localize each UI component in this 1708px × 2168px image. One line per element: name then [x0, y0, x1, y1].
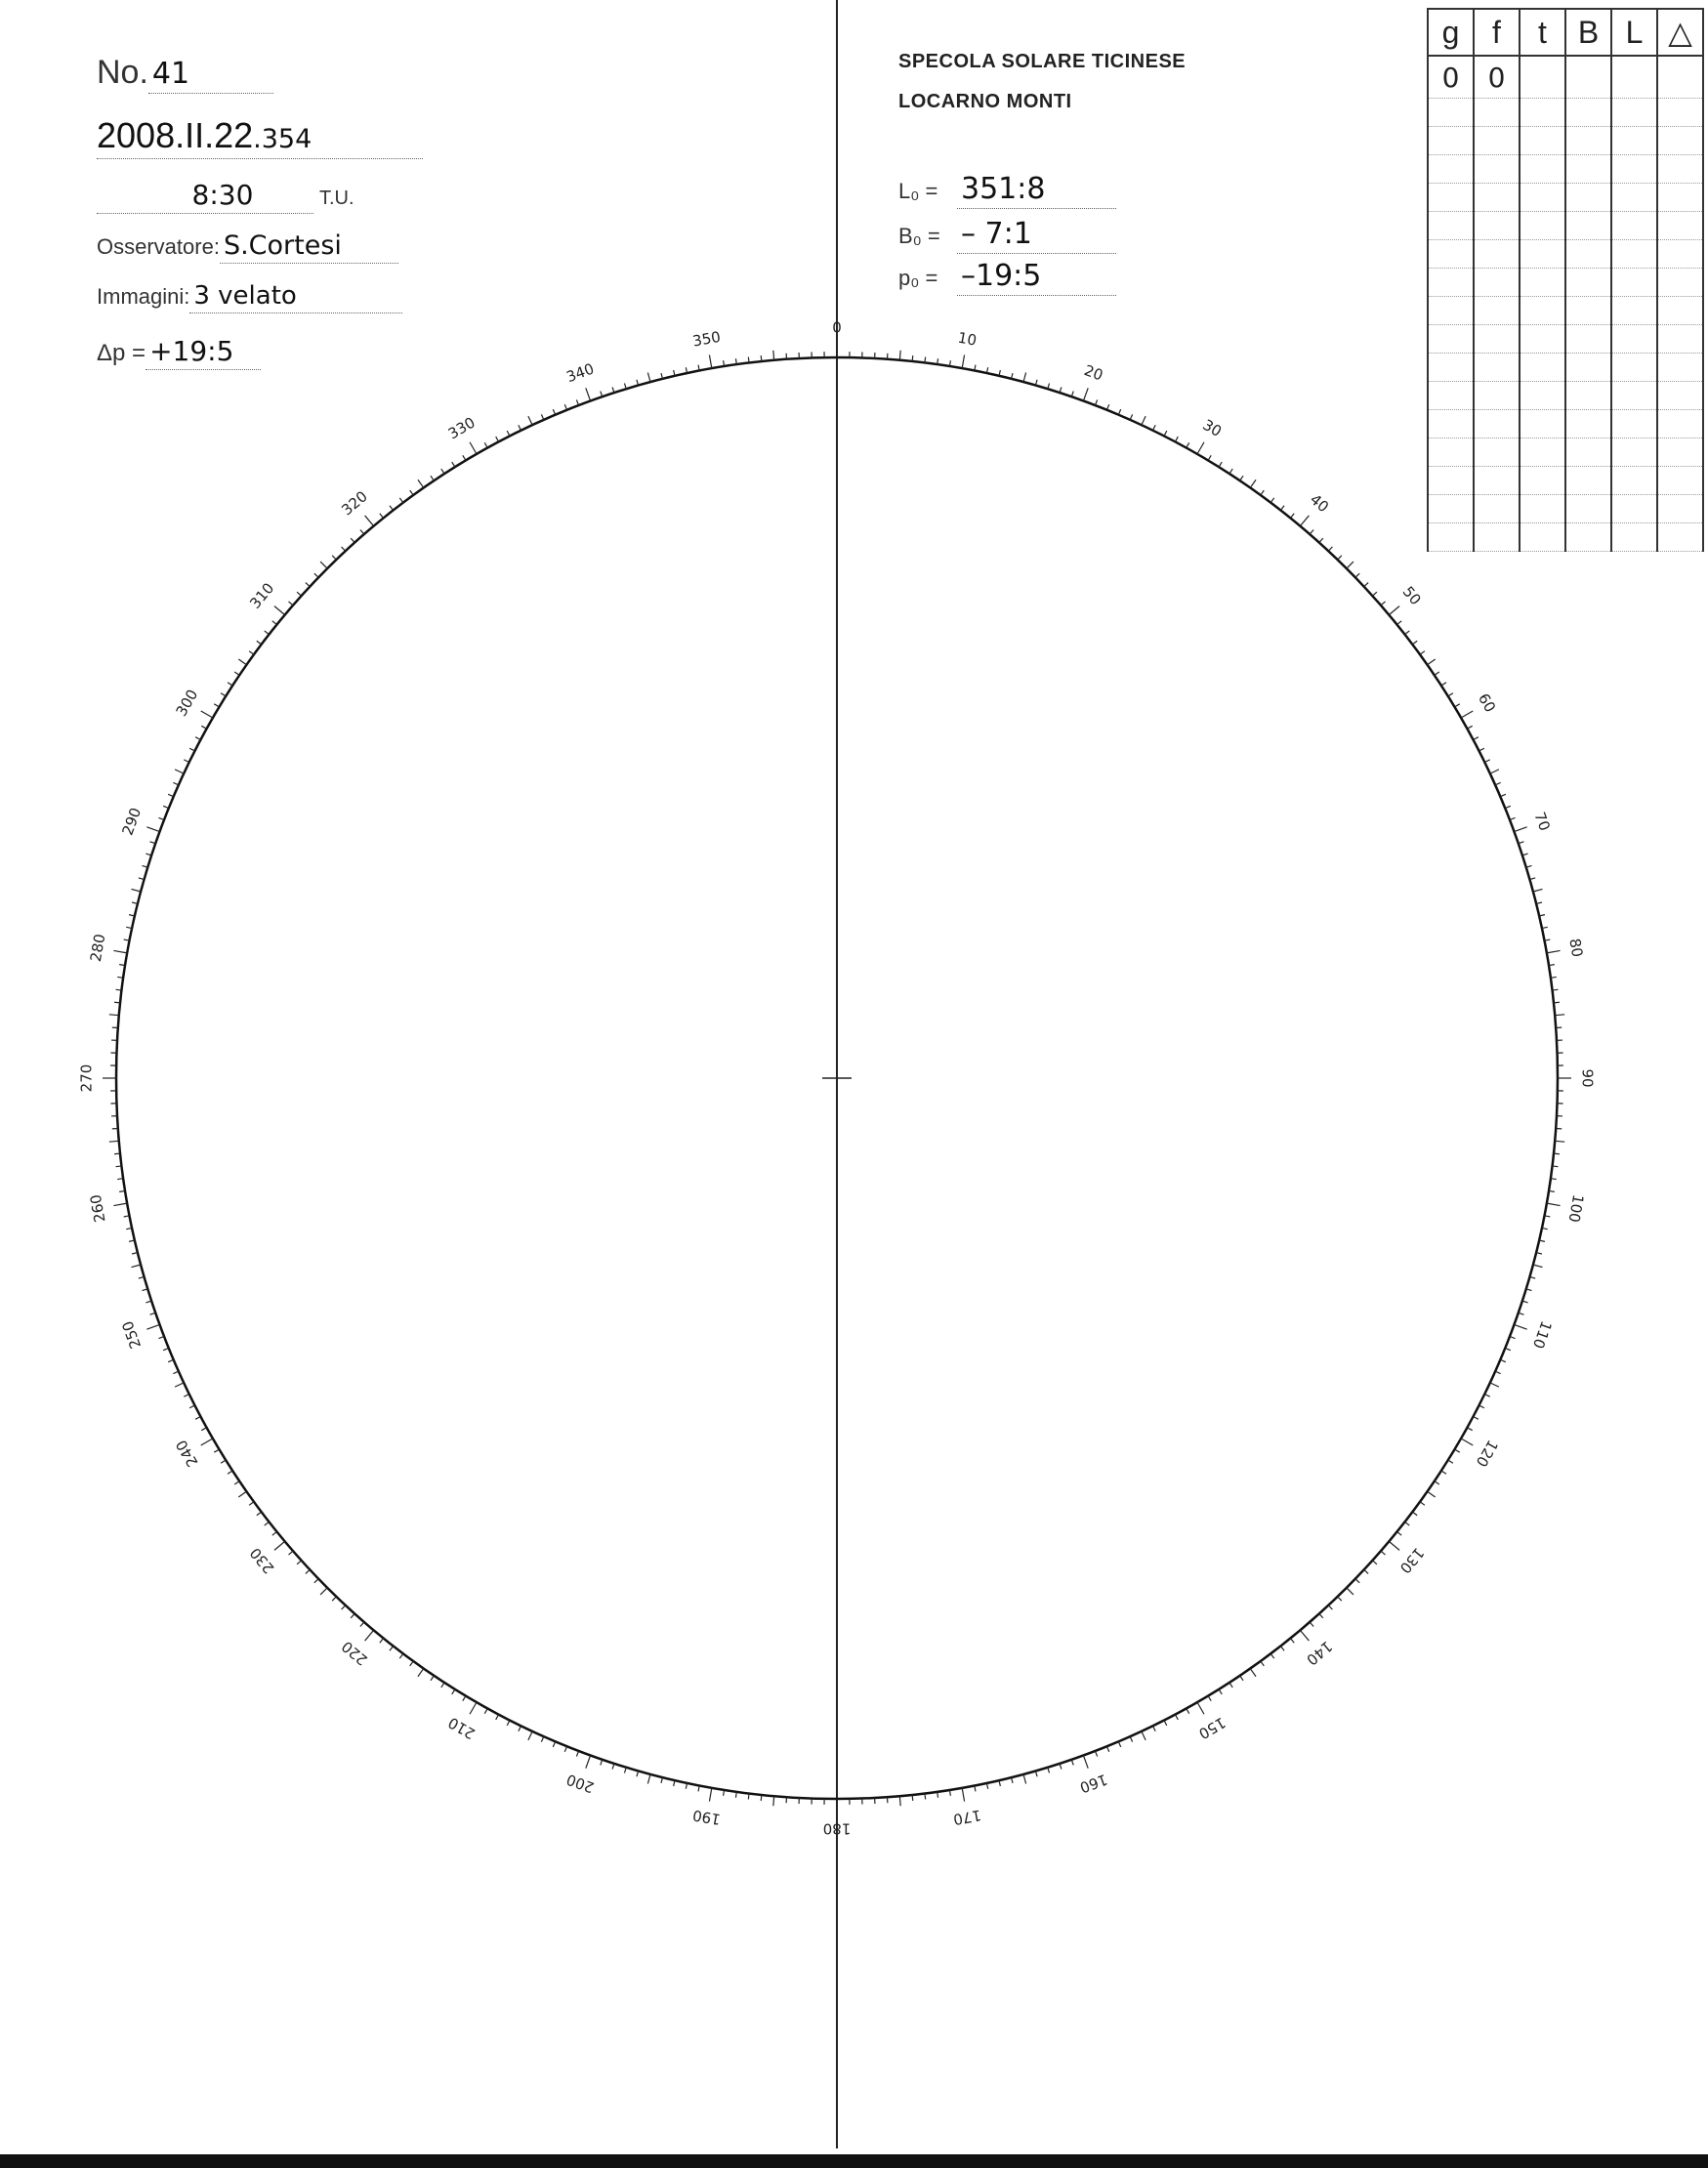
tick-label: 280 [86, 932, 109, 964]
tick-mark [410, 1661, 414, 1666]
tick-mark [1197, 1702, 1204, 1714]
tick-mark [1474, 1416, 1479, 1419]
tick-mark [1240, 476, 1243, 480]
tick-mark [1448, 1460, 1453, 1463]
tick-mark [249, 1502, 254, 1506]
tick-mark [297, 592, 301, 596]
tick-mark [748, 1793, 749, 1799]
tick-mark [507, 1721, 510, 1726]
tick-mark [1319, 1613, 1323, 1617]
tick-mark [912, 355, 913, 361]
tick-mark [1261, 490, 1265, 495]
tick-mark [1048, 1768, 1050, 1773]
tick-mark [1381, 1551, 1386, 1555]
tick-mark [1435, 672, 1439, 675]
tick-mark [1533, 1265, 1543, 1268]
tick-mark [221, 693, 226, 696]
tick-mark [195, 737, 200, 740]
tick-label: 90 [1578, 1068, 1597, 1088]
observer-value: S.Cortesi [220, 230, 398, 264]
tick-mark [1412, 1512, 1417, 1516]
organization-name: SPECOLA SOLARE TICINESE [898, 51, 1187, 72]
tick-mark [399, 1653, 403, 1658]
tick-label: 330 [444, 413, 479, 443]
tick-mark [484, 442, 487, 447]
tick-mark [195, 1416, 200, 1419]
tick-mark [249, 651, 254, 655]
tick-mark [496, 1715, 499, 1720]
tick-label: 350 [690, 327, 723, 351]
tick-label: 190 [690, 1806, 723, 1829]
tick-mark [709, 1788, 711, 1802]
tick-mark [647, 372, 650, 382]
tick-mark [1420, 1502, 1425, 1506]
tick-mark [234, 1481, 239, 1484]
tick-mark [1552, 989, 1558, 990]
tick-mark [314, 1579, 318, 1583]
observation-time-value: 8:30 [97, 179, 313, 214]
tick-mark [899, 351, 900, 360]
tick-mark [306, 583, 310, 587]
tick-mark [201, 711, 213, 718]
tick-mark [1164, 1721, 1167, 1726]
tick-mark [399, 498, 403, 503]
tick-mark [272, 621, 277, 625]
tick-mark [332, 1597, 336, 1601]
tick-label: 40 [1306, 490, 1333, 517]
tick-mark [709, 354, 711, 368]
tick-mark [1300, 1630, 1309, 1641]
tick-label: 100 [1564, 1192, 1588, 1225]
observation-number-label: No. [97, 54, 148, 91]
tick-mark [234, 672, 239, 675]
tick-mark [761, 1795, 762, 1801]
tick-label: 120 [1472, 1437, 1502, 1471]
tick-mark [189, 1405, 194, 1408]
tick-mark [528, 1731, 532, 1740]
tick-mark [1142, 416, 1146, 425]
tick-mark [1420, 651, 1425, 655]
tally-header-f: f [1474, 9, 1520, 56]
tick-mark [114, 1153, 120, 1154]
tick-mark [1397, 621, 1402, 625]
tick-mark [1023, 372, 1026, 382]
tick-mark [937, 358, 938, 364]
tick-mark [1555, 1141, 1564, 1142]
tick-mark [257, 641, 262, 645]
tick-mark [441, 1683, 444, 1688]
tick-mark [1467, 726, 1472, 729]
tick-mark [1514, 1324, 1526, 1329]
tick-mark [624, 384, 626, 390]
tick-label: 340 [563, 359, 597, 387]
tick-mark [748, 357, 749, 363]
tick-mark [265, 1522, 270, 1525]
tick-mark [925, 1793, 926, 1799]
tick-mark [1083, 1755, 1088, 1768]
tick-mark [257, 1512, 262, 1516]
tick-mark [143, 1289, 148, 1291]
tick-mark [380, 514, 384, 519]
tick-mark [360, 529, 364, 534]
tick-label: 250 [118, 1318, 146, 1352]
tick-mark [1551, 977, 1557, 978]
tick-mark [1526, 865, 1532, 867]
tick-mark [1461, 711, 1473, 718]
tick-label: 30 [1199, 415, 1226, 441]
tick-mark [1261, 1661, 1265, 1666]
tick-mark [1467, 1428, 1472, 1431]
tick-label: 140 [1303, 1637, 1336, 1669]
tick-mark [1455, 1449, 1460, 1452]
tick-mark [1441, 683, 1446, 686]
tick-mark [410, 490, 414, 495]
tick-mark [1474, 737, 1479, 740]
tick-mark [175, 770, 184, 773]
delta-p-value: +19:5 [146, 335, 261, 370]
tick-mark [1250, 479, 1256, 487]
tick-mark [463, 455, 466, 460]
tick-mark [114, 1002, 120, 1003]
organization-location: LOCARNO MONTI [898, 91, 1072, 112]
tick-mark [306, 1569, 310, 1573]
tick-mark [1484, 1395, 1489, 1397]
tick-mark [320, 562, 327, 568]
tick-mark [1405, 631, 1410, 635]
tally-header-L: L [1611, 9, 1657, 56]
tick-label: 170 [951, 1806, 983, 1829]
tick-label: 320 [338, 487, 371, 520]
tick-mark [131, 889, 141, 892]
tick-mark [109, 1141, 119, 1142]
tick-mark [113, 1203, 127, 1205]
tick-mark [1023, 1774, 1026, 1784]
tick-mark [351, 538, 354, 542]
tick-mark [109, 1015, 119, 1016]
tick-label: 220 [338, 1637, 371, 1669]
tick-label: 110 [1528, 1318, 1556, 1352]
tick-mark [1310, 529, 1313, 534]
tick-mark [773, 351, 774, 360]
tick-mark [452, 1689, 455, 1694]
tick-mark [1554, 1002, 1560, 1003]
tick-mark [1280, 506, 1284, 511]
tick-mark [390, 1647, 394, 1651]
tick-mark [184, 1395, 188, 1397]
tick-mark [1271, 1653, 1274, 1658]
tally-header-delta: △ [1657, 9, 1703, 56]
tick-mark [238, 1491, 246, 1497]
tick-mark [484, 1708, 487, 1713]
tick-mark [452, 462, 455, 467]
tick-mark [1164, 431, 1167, 436]
tick-mark [1389, 606, 1399, 615]
tick-mark [288, 1551, 293, 1555]
tick-label: 230 [246, 1544, 278, 1577]
tick-mark [228, 1471, 232, 1474]
tick-label: 200 [563, 1770, 597, 1797]
tick-mark [1280, 1647, 1284, 1651]
tick-mark [507, 431, 510, 436]
tick-mark [1250, 1669, 1256, 1677]
tick-mark [470, 1702, 477, 1714]
tick-label: 270 [77, 1063, 96, 1093]
tick-mark [221, 1460, 226, 1463]
tick-label: 60 [1474, 689, 1500, 716]
observation-date-value: 2008.II.22 [97, 115, 254, 155]
tick-mark [1175, 437, 1178, 441]
tick-mark [274, 606, 285, 615]
tick-label: 240 [172, 1437, 202, 1471]
tick-mark [201, 1438, 213, 1445]
tick-mark [1448, 693, 1453, 696]
tick-label: 20 [1081, 361, 1105, 385]
tick-mark [214, 1449, 219, 1452]
tick-mark [418, 1669, 424, 1677]
tally-header-g: g [1428, 9, 1474, 56]
tick-label: 160 [1077, 1770, 1110, 1797]
tick-mark [184, 760, 188, 763]
tick-mark [1547, 950, 1561, 952]
tick-mark [380, 1639, 384, 1644]
tick-mark [390, 506, 394, 511]
tick-mark [113, 950, 127, 952]
tick-mark [586, 1755, 591, 1768]
tick-mark [146, 827, 159, 832]
tick-mark [962, 354, 964, 368]
tick-mark [441, 469, 444, 474]
tick-mark [1290, 1639, 1294, 1644]
tick-mark [899, 1796, 900, 1806]
tick-mark [1347, 562, 1354, 568]
tick-label: 70 [1530, 810, 1554, 834]
tick-mark [925, 357, 926, 363]
tick-mark [1551, 1179, 1557, 1180]
tick-mark [647, 1774, 650, 1784]
tick-mark [175, 1383, 184, 1387]
tick-mark [365, 516, 374, 526]
tick-mark [238, 659, 246, 665]
tick-mark [1397, 1531, 1402, 1535]
tick-mark [365, 1630, 374, 1641]
param-L0-value: 351:8 [957, 172, 1116, 209]
tick-mark [1405, 1522, 1410, 1525]
tick-mark [214, 704, 219, 707]
tick-mark [146, 1324, 159, 1329]
tick-mark [1490, 770, 1499, 773]
tick-mark [1208, 455, 1211, 460]
tick-mark [1083, 388, 1088, 400]
tick-mark [1435, 1481, 1439, 1484]
tick-mark [912, 1795, 913, 1801]
tick-mark [937, 1792, 938, 1798]
tick-mark [431, 476, 434, 480]
tick-mark [201, 1428, 206, 1431]
tick-mark [1441, 1471, 1446, 1474]
tick-mark [1514, 827, 1526, 832]
tick-mark [332, 556, 336, 560]
tick-mark [1300, 516, 1309, 526]
tick-mark [1197, 442, 1204, 454]
tick-label: 150 [1195, 1713, 1229, 1743]
tick-mark [1271, 498, 1274, 503]
tick-label: 10 [956, 328, 979, 350]
tick-label: 260 [86, 1192, 109, 1225]
tick-mark [1187, 442, 1189, 447]
tick-mark [201, 726, 206, 729]
tick-label: 0 [832, 318, 842, 337]
tick-mark [1484, 760, 1489, 763]
tick-mark [470, 442, 477, 454]
tally-header-B: B [1565, 9, 1611, 56]
tick-label: 80 [1565, 937, 1587, 959]
tick-mark [1389, 1541, 1399, 1550]
observation-date-suffix: .354 [253, 124, 312, 154]
tick-mark [1240, 1676, 1243, 1681]
tick-mark [761, 355, 762, 361]
tick-mark [624, 1768, 626, 1773]
tick-mark [519, 425, 521, 430]
tick-mark [735, 1792, 736, 1798]
tick-mark [463, 1696, 466, 1701]
tick-label: 130 [1396, 1544, 1428, 1577]
tick-mark [265, 631, 270, 635]
tick-mark [1372, 592, 1376, 596]
tick-mark [1428, 659, 1436, 665]
tick-mark [431, 1676, 434, 1681]
images-label: Immagini: [97, 284, 190, 309]
tick-mark [1533, 889, 1543, 892]
tick-mark [1372, 1561, 1376, 1564]
tick-mark [117, 1179, 123, 1180]
tick-mark [274, 1541, 285, 1550]
tick-mark [1428, 1491, 1436, 1497]
tick-mark [143, 865, 148, 867]
tick-mark [342, 547, 346, 551]
bottom-edge-bar [0, 2154, 1708, 2168]
tick-mark [351, 1613, 354, 1617]
tick-mark [1455, 704, 1460, 707]
tick-mark [496, 437, 499, 441]
param-B0-label: B₀ = [898, 224, 940, 248]
images-value: 3 velato [189, 281, 402, 313]
tick-mark [1347, 1588, 1354, 1595]
tick-mark [1364, 1569, 1368, 1573]
observation-number-value: 41 [148, 57, 273, 94]
tick-mark [1208, 1696, 1211, 1701]
tick-mark [1412, 641, 1417, 645]
observer-label: Osservatore: [97, 234, 220, 259]
tick-mark [116, 1166, 122, 1167]
tick-mark [1552, 1166, 1558, 1167]
tick-mark [288, 602, 293, 605]
tick-mark [117, 977, 123, 978]
tick-mark [320, 1588, 327, 1595]
tick-mark [1355, 1579, 1359, 1583]
tick-mark [1490, 1383, 1499, 1387]
tick-mark [1554, 1153, 1560, 1154]
tick-mark [1364, 583, 1368, 587]
tick-label: 300 [172, 686, 202, 720]
tick-mark [1219, 462, 1222, 467]
tick-mark [360, 1622, 364, 1627]
tick-mark [528, 416, 532, 425]
tick-mark [1479, 748, 1484, 751]
tick-mark [228, 683, 232, 686]
tick-mark [272, 1531, 277, 1535]
tick-mark [1153, 425, 1156, 430]
tick-mark [773, 1796, 774, 1806]
tick-mark [1355, 573, 1359, 577]
tick-mark [1381, 602, 1386, 605]
tick-mark [1310, 1622, 1313, 1627]
tick-mark [189, 748, 194, 751]
tick-mark [1547, 1203, 1561, 1205]
tick-mark [1461, 1438, 1473, 1445]
tick-mark [1219, 1689, 1222, 1694]
tick-mark [1338, 1597, 1342, 1601]
tally-header-t: t [1520, 9, 1565, 56]
observation-time-label: T.U. [319, 188, 354, 209]
param-B0-value: – 7:1 [957, 217, 1116, 254]
tick-mark [1153, 1726, 1156, 1730]
tick-mark [586, 388, 591, 400]
tick-mark [1479, 1405, 1484, 1408]
tick-mark [1142, 1731, 1146, 1740]
tick-mark [297, 1561, 301, 1564]
tick-label: 210 [444, 1713, 479, 1743]
param-p0-value: –19:5 [957, 259, 1116, 296]
tick-mark [735, 358, 736, 364]
tick-mark [1229, 1683, 1232, 1688]
tick-label: 310 [246, 579, 278, 612]
tick-mark [342, 1605, 346, 1609]
tick-mark [1048, 384, 1050, 390]
tick-mark [1328, 1605, 1332, 1609]
tick-label: 290 [118, 805, 146, 838]
tick-mark [131, 1265, 141, 1268]
tick-mark [1290, 514, 1294, 519]
tick-mark [962, 1788, 964, 1802]
tick-label: 180 [822, 1819, 852, 1838]
tick-mark [1319, 538, 1323, 542]
tick-mark [519, 1726, 521, 1730]
tally-value-g: 0 [1428, 56, 1474, 99]
tally-value-f: 0 [1474, 56, 1520, 99]
tick-mark [1328, 547, 1332, 551]
tick-mark [1229, 469, 1232, 474]
tick-mark [116, 989, 122, 990]
tick-label: 50 [1398, 582, 1425, 609]
tick-mark [1338, 556, 1342, 560]
param-p0-label: p₀ = [898, 266, 938, 290]
tick-mark [1555, 1015, 1564, 1016]
tick-mark [1526, 1289, 1532, 1291]
tick-mark [418, 479, 424, 487]
tick-mark [1187, 1708, 1189, 1713]
param-L0-label: L₀ = [898, 179, 938, 203]
tick-mark [314, 573, 318, 577]
delta-p-label: Δp = [97, 340, 146, 366]
tick-mark [1175, 1715, 1178, 1720]
